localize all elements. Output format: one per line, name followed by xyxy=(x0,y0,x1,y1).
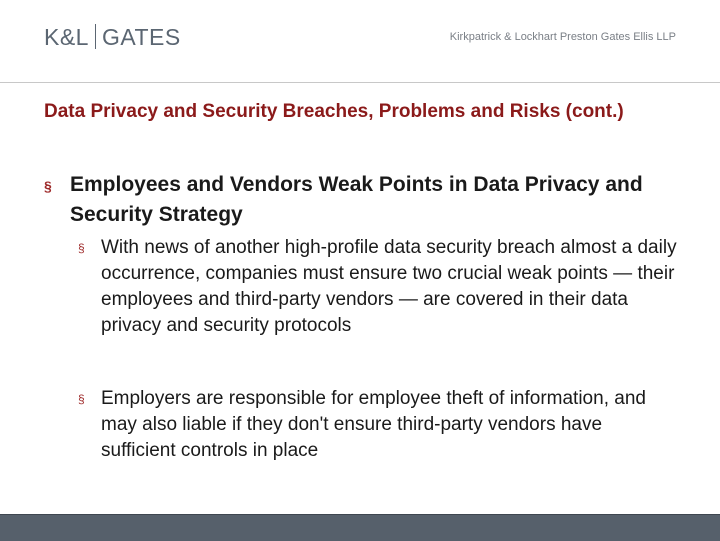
bullet-icon: § xyxy=(78,241,85,255)
slide-title: Data Privacy and Security Breaches, Problems and Risks (cont.) xyxy=(44,101,624,122)
logo-gates: GATES xyxy=(101,24,181,50)
logo-kl: K&L xyxy=(44,24,89,50)
firm-name: Kirkpatrick & Lockhart Preston Gates Ellis LLP xyxy=(449,31,676,43)
sub-bullet xyxy=(78,235,678,339)
bullet-icon: § xyxy=(78,392,85,406)
sub-bullet-text: With news of another high-profile data security breach almost a daily occurrence, companies must ensure two crucial weak points — their employees and third-party vendors — are covered in their data privacy and security protocols xyxy=(101,237,677,336)
sub-bullet-text: Employers are responsible for employee theft of information, and may also liable if they don't ensure third-party vendors have sufficient controls in place xyxy=(101,388,646,461)
sub-bullet xyxy=(78,386,678,464)
header-divider xyxy=(0,82,720,83)
bullet-icon: § xyxy=(44,178,52,194)
main-bullet-text: Employees and Vendors Weak Points in Data Privacy and Security Strategy xyxy=(70,173,643,226)
kl-gates-logo xyxy=(44,24,181,51)
main-bullet xyxy=(44,170,664,230)
logo-divider xyxy=(95,24,96,49)
footer-bar xyxy=(0,514,720,541)
